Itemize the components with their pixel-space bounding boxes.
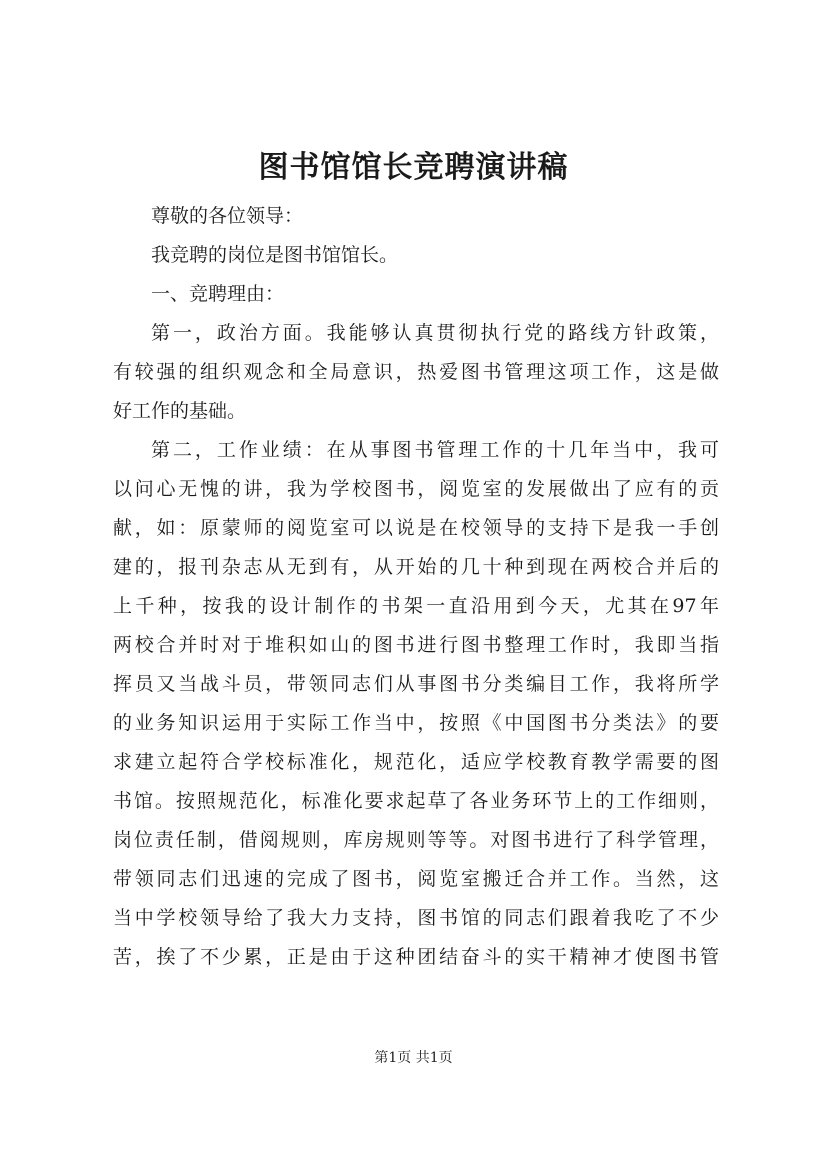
paragraph-line: 第一，政治方面。我能够认真贯彻执行党的路线方针政策， xyxy=(151,322,719,344)
section-heading-text: 一、竞聘理由： xyxy=(151,283,285,305)
paragraph-line: 求建立起符合学校标准化，规范化，适应学校教育教学需要的图 xyxy=(113,751,719,773)
paragraph-line: 以问心无愧的讲，我为学校图书，阅览室的发展做出了应有的贡 xyxy=(113,478,719,500)
document-title: 图书馆馆长竞聘演讲稿 xyxy=(258,150,569,185)
paragraph-line: 第二，工作业绩：在从事图书管理工作的十几年当中，我可 xyxy=(151,439,719,461)
page-footer: 第1页 共1页 xyxy=(374,1050,453,1066)
position-statement xyxy=(113,236,719,275)
paragraph-achievements xyxy=(113,431,719,977)
paragraph-line: 带领同志们迅速的完成了图书，阅览室搬迁合并工作。当然，这 xyxy=(113,868,719,890)
position-text: 我竞聘的岗位是图书馆馆长。 xyxy=(151,244,399,266)
paragraph-line: 苦，挨了不少累，正是由于这种团结奋斗的实干精神才使图书管 xyxy=(113,946,719,968)
paragraph-line: 好工作的基础。 xyxy=(113,400,247,422)
paragraph-line: 两校合并时对于堆积如山的图书进行图书整理工作时，我即当指 xyxy=(113,634,719,656)
paragraph-line: 当中学校领导给了我大力支持，图书馆的同志们跟着我吃了不少 xyxy=(113,907,719,929)
paragraph-line: 上千种，按我的设计制作的书架一直沿用到今天，尤其在97年 xyxy=(113,595,719,617)
paragraph-political xyxy=(113,314,719,431)
paragraph-line: 岗位责任制，借阅规则，库房规则等等。对图书进行了科学管理， xyxy=(113,829,719,851)
document-body xyxy=(113,197,719,977)
paragraph-line: 挥员又当战斗员，带领同志们从事图书分类编目工作，我将所学 xyxy=(113,673,719,695)
salutation xyxy=(113,197,719,236)
paragraph-line: 建的，报刊杂志从无到有，从开始的几十种到现在两校合并后的 xyxy=(113,556,719,578)
section-heading xyxy=(113,275,719,314)
salutation-text: 尊敬的各位领导： xyxy=(151,205,304,227)
paragraph-line: 献，如：原蒙师的阅览室可以说是在校领导的支持下是我一手创 xyxy=(113,517,719,539)
paragraph-line: 有较强的组织观念和全局意识，热爱图书管理这项工作，这是做 xyxy=(113,361,719,383)
paragraph-line: 的业务知识运用于实际工作当中，按照《中国图书分类法》的要 xyxy=(113,712,719,734)
paragraph-line: 书馆。按照规范化，标准化要求起草了各业务环节上的工作细则， xyxy=(113,790,719,812)
